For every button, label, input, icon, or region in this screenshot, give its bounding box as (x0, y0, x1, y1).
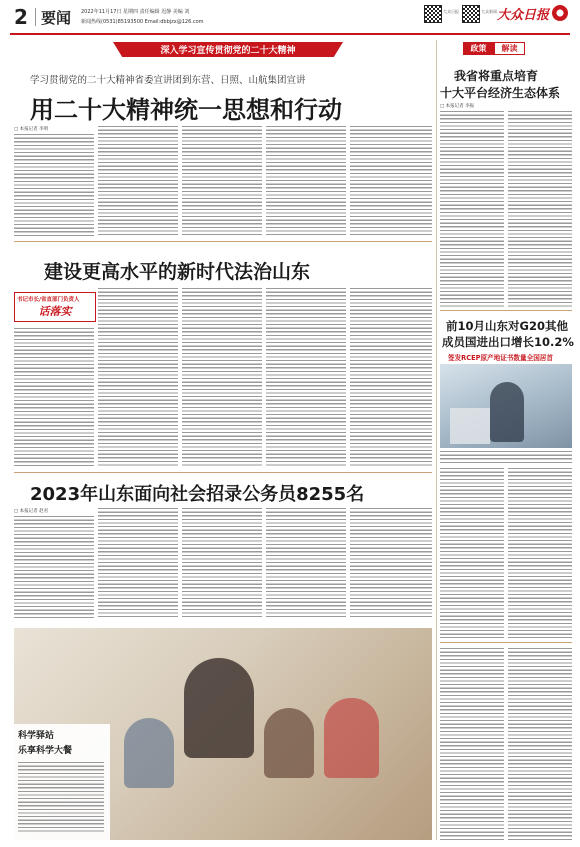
story6-caption-box (14, 724, 110, 840)
photo-figure (324, 698, 379, 778)
story5-col-1 (440, 468, 504, 638)
story3-col-1 (14, 516, 94, 618)
photo-figure (450, 408, 490, 444)
story2-tag-line1: 书记市长/省直部门负责人 (17, 297, 80, 303)
story6-caption-text (18, 762, 104, 832)
section-name: 要闻 (41, 9, 72, 27)
story3-col-5 (350, 508, 432, 618)
story4-col-1 (440, 111, 504, 307)
story3-byline: □ 本报记者 赵君 (14, 509, 49, 514)
story2-col-2 (98, 288, 178, 468)
story5-photo (440, 364, 572, 448)
photo-figure (124, 718, 174, 788)
story4-headline-line1: 我省将重点培育 (454, 69, 539, 83)
zhengce-tag (463, 42, 525, 55)
page-number: 2 (14, 5, 28, 29)
story3-col-4 (266, 508, 346, 618)
photo-figure (184, 658, 254, 758)
contact-line: 新闻热线(0531)85193500 Email:dbbjzx@126.com (81, 19, 204, 25)
story1-byline: □ 本报记者 李明 (14, 127, 49, 132)
story2-headline: 建设更高水平的新时代法治山东 (44, 261, 311, 283)
story5-subhead: 签发RCEP原产地证书数量全国居首 (448, 354, 553, 362)
divider (14, 241, 432, 242)
photo-figure (264, 708, 314, 778)
column-separator (436, 40, 437, 840)
date-line: 2022年11月17日 星期四 责任编辑 迟静 美编 刘 (81, 9, 190, 15)
divider (440, 310, 572, 311)
story1-kicker: 学习贯彻党的二十大精神省委宣讲团到东营、日照、山航集团宣讲 (30, 75, 306, 86)
masthead (0, 0, 580, 40)
zhengce-right: 解读 (494, 42, 525, 55)
masthead-logo-icon (552, 5, 568, 21)
story4-col-2 (508, 111, 572, 307)
story1-col-4 (266, 126, 346, 236)
story2-tag (14, 292, 96, 322)
story5-headline-line2: 成员国进出口增长10.2% (442, 335, 574, 349)
story2-col-1 (14, 328, 94, 468)
qr-label: 大众新闻 (481, 9, 497, 14)
theme-banner-text: 深入学习宣传贯彻党的二十大精神 (160, 46, 296, 56)
story3-col-3 (182, 508, 262, 618)
divider (440, 642, 572, 643)
divider (14, 472, 432, 473)
story2-col-3 (182, 288, 262, 468)
story3-col-2 (98, 508, 178, 618)
story2-col-5 (350, 288, 432, 468)
story1-col-1 (14, 134, 94, 236)
masthead-rule (10, 33, 570, 35)
story2-tag-line2: 话落实 (38, 305, 72, 318)
story5-photo-caption (440, 451, 572, 463)
story4-headline-line2: 十大平台经济生态体系 (440, 86, 561, 100)
qr-code-icon (462, 5, 480, 23)
story1-headline: 用二十大精神统一思想和行动 (30, 96, 342, 124)
page-divider (35, 8, 36, 26)
story1-col-2 (98, 126, 178, 236)
photo-figure (490, 382, 524, 442)
story1-col-3 (182, 126, 262, 236)
story6-headline-line1: 科学驿站 (18, 731, 55, 741)
story4-byline: □ 本报记者 李振 (440, 104, 475, 109)
story3-headline: 2023年山东面向社会招录公务员8255名 (30, 484, 365, 505)
story5-headline-line1: 前10月山东对G20其他 (446, 319, 568, 333)
qr-code-icon (424, 5, 442, 23)
sidebar-brief-col-1 (440, 648, 504, 840)
story1-col-5 (350, 126, 432, 236)
masthead-logo: 大众日报 (497, 8, 550, 23)
zhengce-left: 政策 (463, 42, 494, 55)
story2-col-4 (266, 288, 346, 468)
story6-headline-line2: 乐享科学大餐 (18, 746, 73, 756)
story5-col-2 (508, 468, 572, 638)
qr-label: 大众日报 (443, 9, 459, 14)
sidebar-brief-col-2 (508, 648, 572, 840)
